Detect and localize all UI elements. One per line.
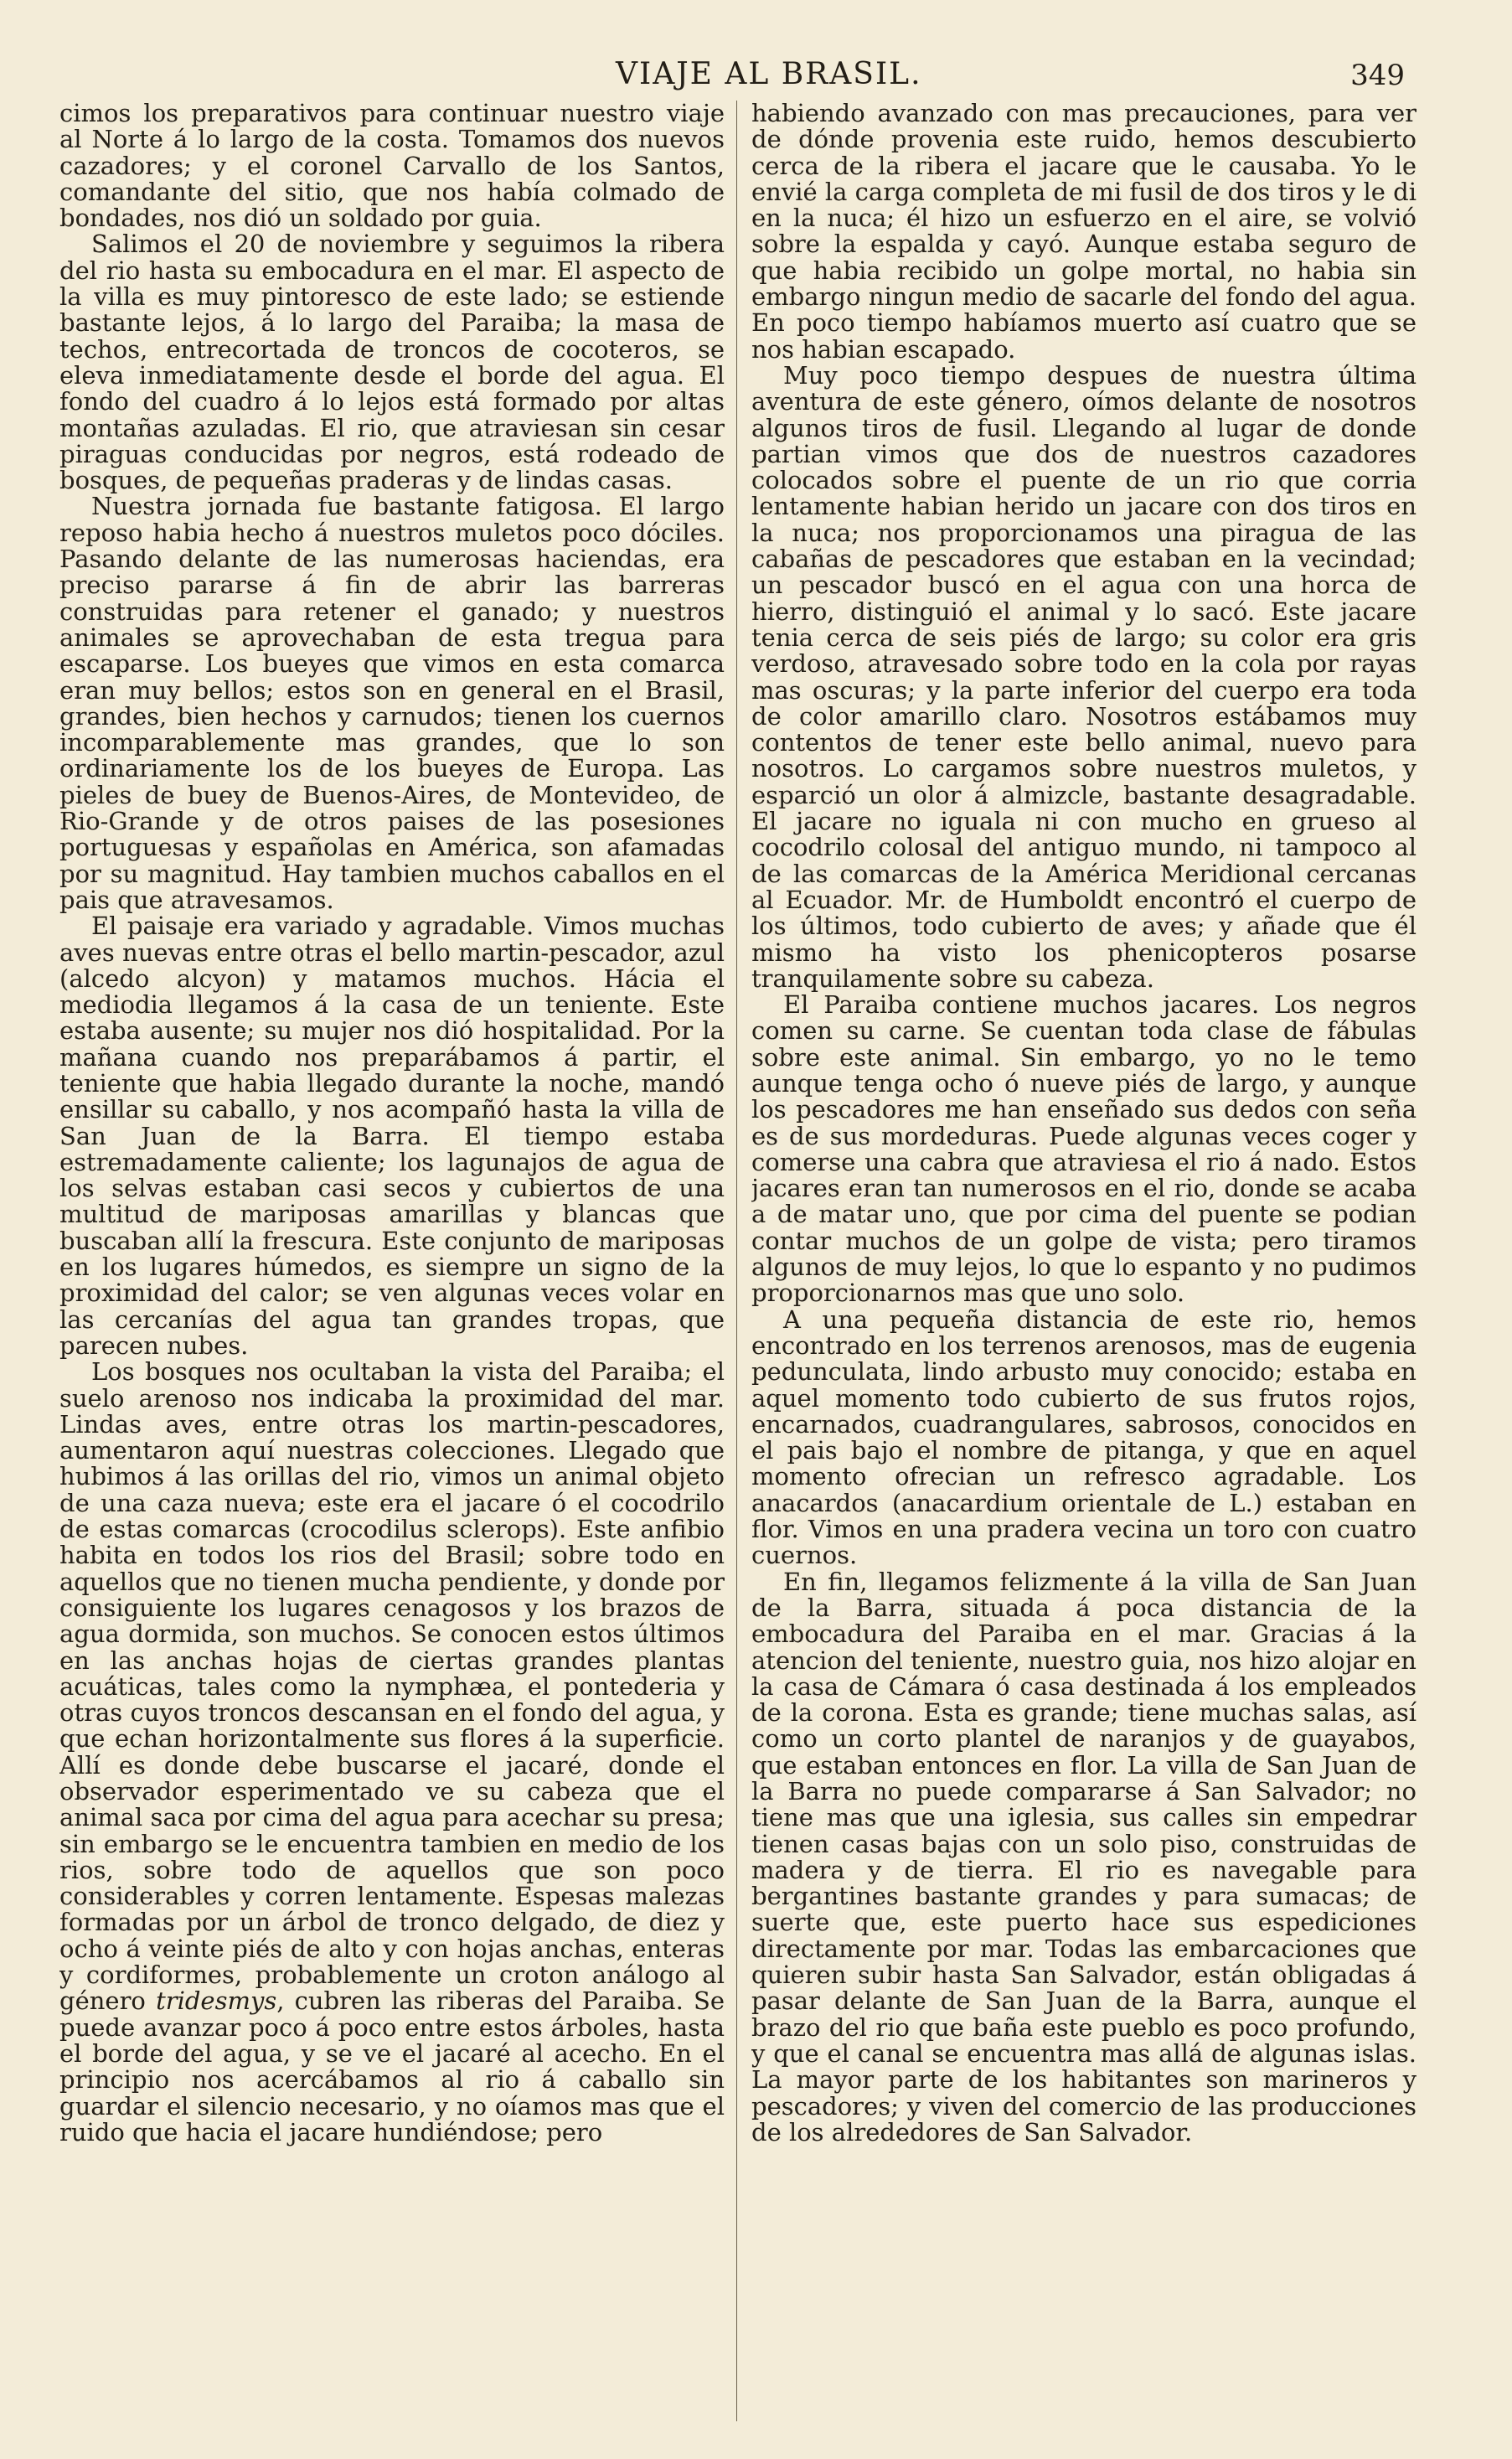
- paragraph-text: Los bosques nos ocultaban la vista del Paraiba; el suelo arenoso nos indicaba la proximidad del mar. Lindas aves, entre otras los martin-pescadores, aumentaron aquí nuestras colecciones. Llegado que hubimos á las orillas del rio, vimos un animal objeto de una caza nueva; este era el jacare ó el cocodrilo de estas comarcas (crocodilus sclerops). Este anfibio habita en todos los rios del Brasil; sobre todo en aquellos que no tienen mucha pendiente, y donde por consiguiente los lugares cenagosos y los brazos de agua dormida, son muchos. Se conocen estos últimos en las anchas hojas de ciertas grandes plantas acuáticas, tales como la nymphæa, el pontederia y otras cuyos troncos descansan en el fondo del agua, y que echan horizontalmente sus flores á la superficie. Allí es donde debe buscarse el jacaré, donde el observador esperimentado ve su cabeza que el animal saca por cima del agua para acechar su presa; sin embargo se le encuentra tambien en medio de los rios, sobre todo de aquellos que son poco considerables y corren lentamente. Espesas malezas formadas por un árbol de tronco delgado, de diez y ocho á veinte piés de alto y con hojas anchas, enteras y cordiformes, probablemente un croton análogo al género: [59, 1357, 725, 2016]
- paragraph: Salimos el 20 de noviembre y seguimos la ribera del rio hasta su embocadura en el mar. El aspecto de la villa es muy pintoresco de este lado; se estiende bastante lejos, á lo largo del Paraiba; la masa de techos, entrecortada de troncos de cocoteros, se eleva inmediatamente desde el borde del agua. El fondo del cuadro á lo lejos está formado por altas montañas azuladas. El rio, que atraviesan sin cesar piraguas conducidas por negros, está rodeado de bosques, de pequeñas praderas y de lindas casas.: [59, 230, 725, 495]
- left-column: [59, 101, 725, 2438]
- paragraph: Muy poco tiempo despues de nuestra última aventura de este género, oímos delante de nosotros algunos tiros de fusil. Llegando al lugar de donde partian vimos que dos de nuestros cazadores colocados sobre el puente de un rio que corria lentamente habian herido un jacare con dos tiros en la nuca; nos proporcionamos una piragua de las cabañas de pescadores que estaban en la vecindad; un pescador buscó en el agua con una horca de hierro, distinguió el animal y lo sacó. Este jacare tenia cerca de seis piés de largo; su color era gris verdoso, atravesado sobre todo en la cola por rayas mas oscuras; y la parte inferior del cuerpo era toda de color amarillo claro. Nosotros estábamos muy contentos de tener este bello animal, nuevo para nosotros. Lo cargamos sobre nuestros muletos, y esparció un olor á almizcle, bastante desagradable. El jacare no iguala ni con mucho en grueso al cocodrilo colosal del antiguo mundo, ni tampoco al de las comarcas de la América Meridional cercanas al Ecuador. Mr. de Humboldt encontró el cuerpo de los últimos, todo cubierto de aves; y añade que él mismo ha visto los phenicopteros posarse tranquilamente sobre su cabeza.: [751, 360, 1417, 993]
- paragraph: El paisaje era variado y agradable. Vimos muchas aves nuevas entre otras el bello martin-pescador, azul (alcedo alcyon) y matamos muchos. Hácia el mediodia llegamos á la casa de un teniente. Este estaba ausente; su mujer nos dió hospitalidad. Por la mañana cuando nos preparábamos á partir, el teniente que habia llegado durante la noche, mandó ensillar su caballo, y nos acompañó hasta la villa de San Juan de la Barra. El tiempo estaba estremadamente caliente; los lagunajos de agua de los selvas estaban casi secos y cubiertos de una multitud de mariposas amarillas y blancas que buscaban allí la frescura. Este conjunto de mariposas en los lugares húmedos, es siempre un signo de la proximidad del calor; se ven algunas veces volar en las cercanías del agua tan grandes tropas, que parecen nubes.: [59, 912, 725, 1360]
- paragraph: En fin, llegamos felizmente á la villa de San Juan de la Barra, situada á poca distancia de la embocadura del Paraiba en el mar. Gracias á la atencion del teniente, nuestro guia, nos hizo alojar en la casa de Cámara ó casa destinada á los empleados de la corona. Esta es grande; tiene muchas salas, así como un corto plantel de naranjos y de guayabos, que estaban entonces en flor. La villa de San Juan de la Barra no puede compararse á San Salvador; no tiene mas que una iglesia, sus calles sin empedrar tienen casas bajas con un solo piso, construidas de madera y de tierra. El rio es navegable para bergantines bastante grandes y para sumacas; de suerte que, este puerto hace sus espediciones directamente por mar. Todas las embarcaciones que quieren subir hasta San Salvador, están obligadas á pasar delante de San Juan de la Barra, aunque el brazo del rio que baña este pueblo es poco profundo, y que el canal se encuentra mas allá de algunas islas. La mayor parte de los habitantes son marineros y pescadores; y viven del comercio de las producciones de los alrededores de San Salvador.: [751, 1567, 1417, 2146]
- paragraph: Nuestra jornada fue bastante fatigosa. El largo reposo habia hecho á nuestros muletos poco dóciles. Pasando delante de las numerosas haciendas, era preciso pararse á fin de abrir las barreras construidas para retener el ganado; y nuestros animales se aprovechaban de esta tregua para escaparse. Los bueyes que vimos en esta comarca eran muy bellos; estos son en general en el Brasil, grandes, bien hechos y carnudos; tienen los cuernos incomparablemente mas grandes, que lo son ordinariamente los de los bueyes de Europa. Las pieles de buey de Buenos-Aires, de Montevideo, de Rio-Grande y de otros paises de las posesiones portuguesas y españolas en América, son afamadas por su magnitud. Hay tambien muchos caballos en el pais que atravesamos.: [59, 492, 725, 914]
- running-head: VIAJE AL BRASIL.: [616, 57, 922, 91]
- paragraph: El Paraiba contiene muchos jacares. Los negros comen su carne. Se cuentan toda clase de fábulas sobre este animal. Sin embargo, yo no le temo aunque tenga ocho ó nueve piés de largo, y aunque los pescadores me han enseñado sus dedos con seña es de sus mordeduras. Puede algunas veces coger y comerse una cabra que atraviesa el rio á nado. Estos jacares eran tan numerosos en el rio, donde se acaba a de matar uno, que por cima del puente se podian contar muchos de un golpe de vista; pero tiramos algunos de muy lejos, lo que lo espanto y no pudimos proporcionarnos mas que uno solo.: [751, 990, 1417, 1308]
- right-column: [751, 101, 1417, 2438]
- paragraph-text: , cubren las riberas del Paraiba. Se puede avanzar poco á poco entre estos árboles, hasta el borde del agua, y se ve el jacaré al acecho. En el principio nos acercábamos al rio á caballo sin guardar el silencio necesario, y no oíamos mas que el ruido que hacia el jacare hundiéndose; pero: [59, 1986, 725, 2146]
- paragraph: [59, 1359, 725, 2146]
- page-header: [0, 57, 1512, 101]
- paragraph: cimos los preparativos para continuar nuestro viaje al Norte á lo largo de la costa. Tomamos dos nuevos cazadores; y el coronel Carvallo de los Santos, comandante del sitio, que nos había colmado de bondades, nos dió un soldado por guia.: [59, 101, 725, 233]
- column-divider: [736, 101, 737, 2421]
- page-number: 349: [1350, 59, 1405, 92]
- paragraph: habiendo avanzado con mas precauciones, para ver de dónde provenia este ruido, hemos descubierto cerca de la ribera el jacare que le causaba. Yo le envié la carga completa de mi fusil de dos tiros y le di en la nuca; él hizo un esfuerzo en el aire, se volvió sobre la espalda y cayó. Aunque estaba seguro de que habia recibido un golpe mortal, no habia sin embargo ningun medio de sacarle del fondo del agua. En poco tiempo habíamos muerto así cuatro que se nos habian escapado.: [751, 101, 1417, 364]
- genus-name: tridesmys: [156, 1986, 277, 2016]
- paragraph: A una pequeña distancia de este rio, hemos encontrado en los terrenos arenosos, mas de eugenia pedunculata, lindo arbusto muy conocido; estaba en aquel momento todo cubierto de sus frutos rojos, encarnados, cuadrangulares, sabrosos, conocidos en el pais bajo el nombre de pitanga, y que en aquel momento ofrecian un refresco agradable. Los anacardos (anacardium orientale de L.) estaban en flor. Vimos en una pradera vecina un toro con cuatro cuernos.: [751, 1304, 1417, 1570]
